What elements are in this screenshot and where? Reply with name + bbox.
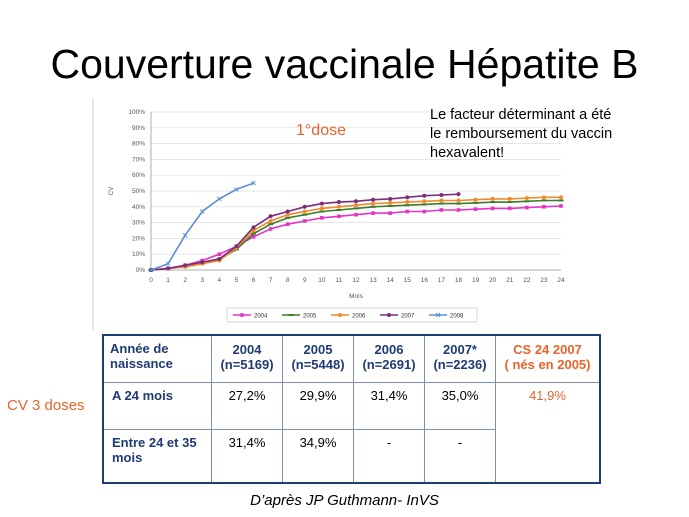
cs-value-cell: [496, 383, 601, 484]
legend-label: 2007: [401, 313, 415, 320]
x-tick-label: 21: [506, 277, 514, 284]
cell-value: 27,2%: [228, 388, 266, 403]
data-point: [320, 216, 324, 220]
legend-marker: [240, 313, 244, 317]
data-point: [302, 214, 307, 216]
x-tick-label: 19: [471, 277, 480, 284]
data-point: [354, 203, 358, 207]
table-cell: [354, 430, 425, 484]
data-point: [439, 198, 443, 202]
data-point: [269, 219, 273, 223]
table-cell: [212, 383, 283, 430]
data-point: [524, 200, 529, 202]
data-point: [525, 196, 529, 200]
cv3-doses-label: CV 3 doses: [7, 397, 85, 414]
data-point: [354, 213, 358, 217]
header-year-cell: [425, 335, 496, 383]
note-line: hexavalent!: [430, 145, 505, 161]
y-tick-label: 40%: [131, 203, 145, 211]
data-point: [286, 222, 290, 226]
data-point: [559, 204, 563, 208]
data-point: [337, 200, 341, 204]
chart-series: [149, 181, 564, 272]
table-header-row: [103, 335, 600, 383]
data-point: [268, 223, 273, 225]
data-point: [491, 197, 495, 201]
x-tick-label: 17: [437, 277, 446, 284]
data-point: [217, 257, 221, 261]
header-cs-subtitle: ( nés en 2005): [504, 357, 591, 372]
cell-value: 34,9%: [299, 435, 337, 450]
cell-value: 31,4%: [370, 388, 408, 403]
x-tick-label: 3: [200, 277, 205, 284]
cell-value: -: [457, 435, 463, 450]
header-year: 2005: [303, 342, 333, 357]
data-point: [541, 199, 546, 201]
data-point: [285, 217, 290, 219]
data-point: [166, 266, 170, 270]
cell-value: 35,0%: [441, 388, 479, 403]
data-point: [371, 198, 375, 202]
y-tick-label: 10%: [131, 251, 145, 259]
x-tick-label: 24: [557, 277, 565, 284]
data-point: [371, 206, 376, 208]
data-point: [183, 263, 187, 267]
data-point: [337, 205, 341, 209]
data-point: [405, 210, 409, 214]
x-tick-label: 12: [352, 277, 360, 284]
dose-label: 1°dose: [296, 122, 346, 139]
x-tick-label: 2: [183, 277, 187, 284]
table-cell: [425, 430, 496, 484]
x-tick-label: 7: [268, 277, 273, 284]
y-tick-label: 90%: [131, 124, 145, 132]
row-label-cell: [103, 383, 212, 430]
data-point: [473, 202, 478, 204]
x-tick-label: 14: [386, 277, 394, 284]
data-point: [422, 194, 426, 198]
x-tick-label: 15: [403, 277, 411, 284]
data-point: [474, 198, 478, 202]
x-tick-label: 6: [251, 277, 256, 284]
header-label-cell: [103, 335, 212, 383]
x-tick-label: 23: [540, 277, 548, 284]
data-point: [525, 206, 529, 210]
data-point: [320, 202, 324, 206]
data-point: [559, 195, 563, 199]
data-point: [200, 210, 204, 214]
data-point: [422, 199, 426, 203]
data-point: [457, 192, 461, 196]
data-point: [388, 201, 392, 205]
header-count: (n=2236): [433, 357, 487, 372]
x-tick-label: 8: [285, 277, 290, 284]
y-axis-label: CV: [108, 186, 115, 196]
data-point: [507, 201, 512, 203]
data-point: [286, 210, 290, 214]
header-year: 2007*: [443, 342, 477, 357]
x-tick-label: 10: [318, 277, 326, 284]
cell-value: -: [386, 435, 392, 450]
data-point: [303, 205, 307, 209]
y-tick-label: 50%: [131, 188, 145, 195]
data-point: [542, 195, 546, 199]
y-tick-label: 70%: [131, 156, 145, 164]
header-year-cell: [212, 335, 283, 383]
x-tick-label: 20: [489, 277, 497, 284]
x-tick-label: 4: [217, 277, 222, 284]
data-point: [337, 214, 341, 218]
y-tick-label: 100%: [128, 109, 145, 116]
header-count: (n=5169): [220, 357, 274, 372]
legend-label: 2005: [303, 313, 317, 320]
x-tick-label: 1: [166, 277, 170, 284]
data-point: [371, 202, 375, 206]
header-count: (n=5448): [291, 357, 345, 372]
y-tick-labels: [128, 109, 145, 274]
x-tick-label: 0: [149, 277, 153, 284]
y-tick-label: 20%: [131, 235, 145, 243]
y-tick-label: 80%: [131, 140, 145, 148]
data-point: [439, 203, 444, 205]
data-point: [439, 193, 443, 197]
legend-label: 2008: [450, 313, 464, 320]
table-cell: [283, 383, 354, 430]
row-label: Entre 24 et 35 mois: [112, 435, 197, 465]
data-point: [508, 197, 512, 201]
table-cell: [212, 430, 283, 484]
cs-value: 41,9%: [529, 388, 566, 403]
table-row: [103, 383, 600, 430]
header-year: 2004: [232, 342, 262, 357]
data-point: [388, 205, 393, 207]
header-year-cell: [354, 335, 425, 383]
header-year: 2006: [374, 342, 404, 357]
data-point: [371, 211, 375, 215]
data-point: [405, 204, 410, 206]
data-point: [218, 252, 222, 256]
legend-label: 2006: [352, 313, 366, 320]
series-2008: [149, 181, 256, 272]
y-tick-label: 30%: [131, 219, 145, 227]
data-point: [457, 198, 461, 202]
data-point: [422, 203, 427, 205]
data-point: [456, 203, 461, 205]
x-tick-label: 13: [369, 277, 377, 284]
x-tick-label: 5: [234, 277, 239, 284]
data-point: [508, 207, 512, 211]
header-cs-title: CS 24 2007: [513, 342, 582, 357]
x-tick-label: 22: [523, 277, 531, 284]
x-tick-label: 11: [335, 277, 343, 284]
note-line: Le facteur déterminant a été: [430, 107, 612, 123]
y-tick-label: 60%: [131, 172, 145, 180]
data-point: [354, 207, 359, 209]
x-tick-label: 9: [302, 277, 307, 284]
series-line-2008: [151, 183, 254, 270]
data-point: [405, 195, 409, 199]
coverage-table: [102, 334, 601, 484]
source-credit: D’après JP Guthmann- InVS: [250, 492, 439, 509]
data-point: [457, 208, 461, 212]
data-point: [388, 211, 392, 215]
data-point: [269, 227, 273, 231]
data-point: [474, 207, 478, 211]
data-point: [354, 199, 358, 203]
legend-marker: [387, 313, 391, 317]
header-label: Année de naissance: [110, 341, 173, 371]
data-point: [303, 210, 307, 214]
data-point: [319, 211, 324, 213]
data-point: [336, 209, 341, 211]
note-text: [430, 106, 686, 163]
data-point: [269, 214, 273, 218]
data-point: [320, 206, 324, 210]
data-point: [252, 225, 256, 229]
slide-title: Couverture vaccinale Hépatite B: [50, 41, 639, 87]
chart-legend: [227, 308, 477, 322]
data-point: [440, 208, 444, 212]
table-cell: [354, 383, 425, 430]
header-cs-cell: [496, 335, 601, 383]
legend-marker: [289, 314, 294, 316]
data-point: [559, 199, 564, 201]
x-axis-label: Mois: [349, 293, 363, 300]
data-point: [200, 260, 204, 264]
y-tick-label: 0%: [135, 267, 145, 274]
data-point: [490, 201, 495, 203]
row-label-cell: [103, 430, 212, 484]
data-point: [423, 210, 427, 214]
data-point: [234, 244, 238, 248]
data-point: [303, 219, 307, 223]
header-count: (n=2691): [362, 357, 416, 372]
data-point: [388, 197, 392, 201]
data-point: [491, 207, 495, 211]
legend-marker: [338, 313, 342, 317]
x-tick-label: 18: [454, 277, 463, 284]
legend-label: 2004: [254, 313, 268, 320]
x-tick-label: 16: [420, 277, 428, 284]
cell-value: 31,4%: [228, 435, 266, 450]
data-point: [542, 205, 546, 209]
note-line: le remboursement du vaccin: [430, 126, 613, 142]
x-tick-labels: [149, 277, 565, 284]
data-point: [405, 200, 409, 204]
table-cell: [425, 383, 496, 430]
row-label: A 24 mois: [112, 388, 173, 403]
table-cell: [283, 430, 354, 484]
header-year-cell: [283, 335, 354, 383]
cell-value: 29,9%: [299, 388, 337, 403]
